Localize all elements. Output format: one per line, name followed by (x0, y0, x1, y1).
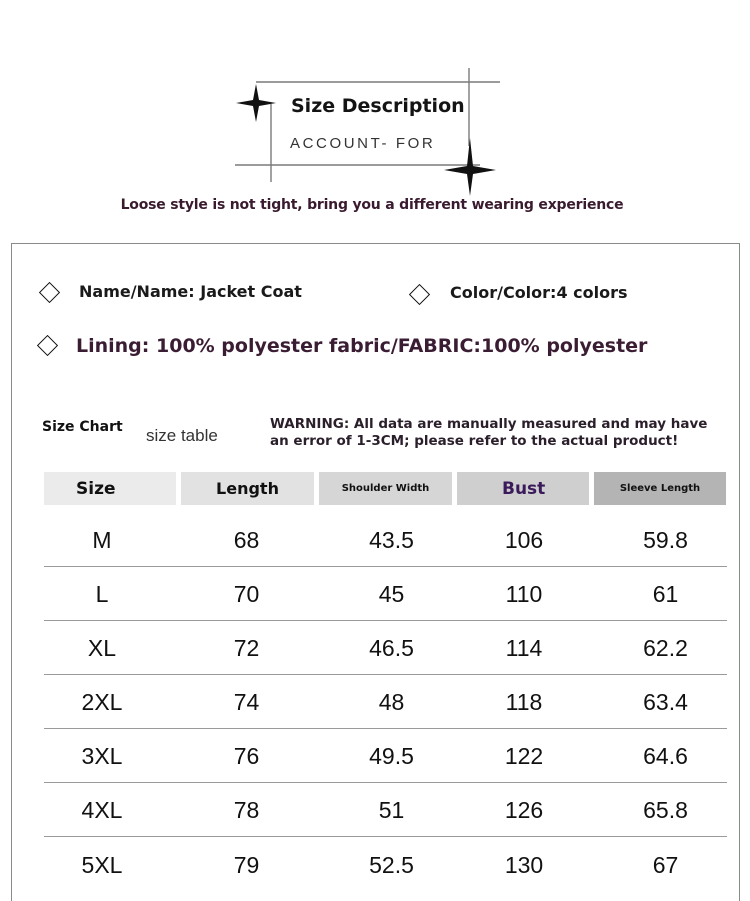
size-cell: 2XL (81, 688, 123, 715)
shoulder-cell: 51 (378, 796, 405, 823)
table-row (44, 513, 727, 567)
column-header-sleeve-length: Sleeve Length (594, 472, 726, 505)
length-cell: 68 (233, 526, 260, 553)
warning-text: WARNING: All data are manually measured and may have an error of 1-3CM; please refer to the actual product! (270, 416, 708, 449)
sleeve-cell: 65.8 (643, 796, 688, 823)
sparkle-icon (236, 84, 276, 122)
bust-cell: 130 (504, 851, 544, 878)
size-cell: 5XL (81, 851, 123, 878)
sleeve-cell: 64.6 (643, 742, 688, 769)
table-row (44, 729, 727, 783)
size-table-label: size table (146, 426, 218, 445)
size-cell: 3XL (81, 742, 123, 769)
column-header-shoulder-width: Shoulder Width (319, 472, 452, 505)
size-chart-label: Size Chart (42, 419, 123, 435)
size-cell: M (92, 526, 112, 553)
length-cell: 78 (233, 796, 260, 823)
shoulder-cell: 43.5 (369, 526, 414, 553)
bust-cell: 118 (505, 688, 543, 715)
sparkle-icon (444, 138, 496, 196)
product-name: Name/Name: Jacket Coat (79, 282, 302, 301)
table-row (44, 567, 727, 621)
sleeve-cell: 62.2 (643, 634, 688, 661)
table-row (44, 783, 727, 837)
length-cell: 70 (233, 580, 260, 607)
tagline: Loose style is not tight, bring you a different wearing experience (120, 197, 624, 213)
bust-cell: 106 (504, 526, 544, 553)
bust-cell: 114 (505, 634, 543, 661)
bust-cell: 110 (505, 580, 543, 607)
shoulder-cell: 45 (378, 580, 405, 607)
shoulder-cell: 49.5 (369, 742, 414, 769)
column-header-size: Size (44, 472, 176, 505)
sleeve-cell: 61 (652, 580, 679, 607)
table-row (44, 838, 727, 892)
length-cell: 72 (233, 634, 260, 661)
sleeve-cell: 63.4 (643, 688, 688, 715)
section-title: Size Description (291, 95, 465, 117)
shoulder-cell: 52.5 (369, 851, 414, 878)
sleeve-cell: 67 (652, 851, 679, 878)
product-lining: Lining: 100% polyester fabric/FABRIC:100% polyester (76, 335, 648, 357)
shoulder-cell: 48 (378, 688, 405, 715)
product-color: Color/Color:4 colors (450, 283, 628, 302)
table-row (44, 675, 727, 729)
length-cell: 76 (233, 742, 260, 769)
table-row (44, 621, 727, 675)
shoulder-cell: 46.5 (369, 634, 414, 661)
sleeve-cell: 59.8 (643, 526, 688, 553)
size-cell: XL (87, 634, 117, 661)
size-cell: L (95, 580, 109, 607)
bust-cell: 126 (504, 796, 544, 823)
length-cell: 74 (233, 688, 260, 715)
length-cell: 79 (233, 851, 260, 878)
column-header-length: Length (181, 472, 314, 505)
section-subtitle: ACCOUNT- FOR (290, 135, 436, 152)
bust-cell: 122 (504, 742, 544, 769)
row-divider (44, 836, 727, 837)
column-header-bust: Bust (457, 472, 589, 505)
size-cell: 4XL (81, 796, 123, 823)
